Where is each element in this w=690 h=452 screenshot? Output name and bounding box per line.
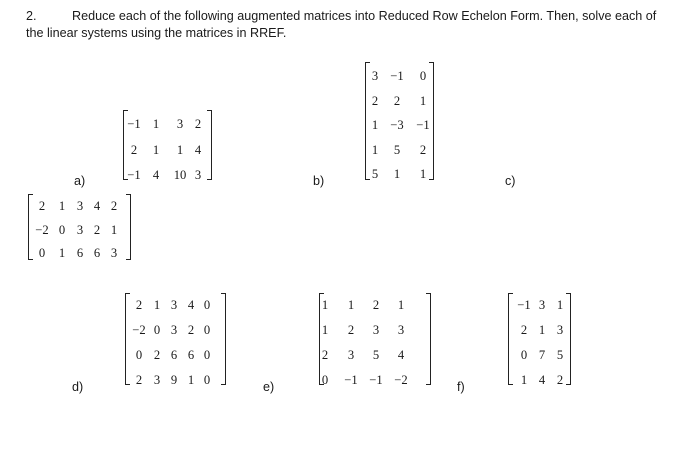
matrix-cell: 2 bbox=[372, 298, 380, 312]
matrix-c-row bbox=[28, 222, 131, 238]
matrix-c-row bbox=[28, 245, 131, 261]
matrix-cell: 2 bbox=[393, 93, 401, 108]
matrix-cell: 3 bbox=[176, 117, 184, 131]
matrix-cell: 6 bbox=[170, 348, 178, 362]
matrix-e-row bbox=[319, 322, 431, 338]
matrix-cell: 2 bbox=[347, 323, 355, 337]
matrix-cell: 0 bbox=[203, 373, 211, 387]
matrix-cell: 1 bbox=[393, 167, 401, 181]
matrix-a-row bbox=[123, 167, 212, 183]
matrix-cell: 2 bbox=[419, 142, 427, 157]
matrix-cell: −2 bbox=[132, 323, 146, 337]
matrix-cell: 0 bbox=[135, 348, 143, 362]
matrix-e-row bbox=[319, 297, 431, 313]
matrix-e bbox=[319, 293, 431, 385]
matrix-cell: 7 bbox=[538, 348, 546, 362]
matrix-cell: 0 bbox=[321, 373, 329, 387]
matrix-cell: 0 bbox=[419, 69, 427, 83]
matrix-b bbox=[365, 62, 434, 180]
matrix-cell: 1 bbox=[110, 222, 118, 237]
label-d: d) bbox=[72, 380, 84, 394]
matrix-cell: −1 bbox=[416, 118, 430, 132]
matrix-cell: 3 bbox=[170, 323, 178, 337]
matrix-cell: 1 bbox=[371, 118, 379, 132]
matrix-cell: 2 bbox=[187, 323, 195, 337]
matrix-cell: 0 bbox=[58, 222, 66, 237]
matrix-cell: 5 bbox=[556, 348, 564, 362]
matrix-cell: 0 bbox=[203, 298, 211, 312]
matrix-cell: 6 bbox=[76, 246, 84, 260]
matrix-cell: 0 bbox=[203, 348, 211, 362]
matrix-cell: 3 bbox=[372, 323, 380, 337]
matrix-cell: −1 bbox=[517, 298, 531, 312]
matrix-c bbox=[28, 194, 131, 260]
matrix-cell: 0 bbox=[520, 348, 528, 362]
matrix-b-row bbox=[365, 166, 434, 182]
matrix-d-row bbox=[125, 372, 226, 388]
matrix-cell: 3 bbox=[347, 348, 355, 362]
label-f: f) bbox=[457, 380, 465, 394]
matrix-cell: 1 bbox=[538, 323, 546, 337]
matrix-cell: 1 bbox=[371, 142, 379, 157]
matrix-cell: 5 bbox=[372, 348, 380, 362]
matrix-f-row bbox=[508, 347, 571, 363]
matrix-d bbox=[125, 293, 226, 385]
matrix-cell: 3 bbox=[538, 298, 546, 312]
matrix-cell: 4 bbox=[397, 348, 405, 362]
matrix-cell: 9 bbox=[170, 373, 178, 387]
matrix-cell: 4 bbox=[93, 199, 101, 213]
matrix-cell: 4 bbox=[187, 298, 195, 312]
matrix-cell: 2 bbox=[93, 222, 101, 237]
matrix-d-row bbox=[125, 322, 226, 338]
problem-statement bbox=[26, 8, 666, 42]
matrix-cell: 2 bbox=[194, 117, 202, 131]
matrix-cell: 2 bbox=[556, 373, 564, 387]
matrix-cell: 5 bbox=[371, 167, 379, 181]
matrix-cell: 1 bbox=[556, 298, 564, 312]
matrix-cell: 2 bbox=[110, 199, 118, 213]
matrix-f bbox=[508, 293, 571, 385]
matrix-a-row bbox=[123, 116, 212, 132]
matrix-cell: 1 bbox=[419, 93, 427, 108]
matrix-cell: −1 bbox=[127, 168, 141, 182]
label-e: e) bbox=[263, 380, 275, 394]
matrix-cell: 0 bbox=[153, 323, 161, 337]
matrix-cell: 6 bbox=[93, 246, 101, 260]
matrix-c-row bbox=[28, 198, 131, 214]
matrix-cell: −3 bbox=[390, 118, 404, 132]
matrix-cell: 2 bbox=[153, 348, 161, 362]
matrix-cell: 1 bbox=[419, 167, 427, 181]
matrix-cell: 1 bbox=[187, 373, 195, 387]
matrix-cell: 2 bbox=[38, 199, 46, 213]
matrix-cell: 1 bbox=[152, 117, 160, 131]
problem-text: Reduce each of the following augmented matrices into Reduced Row Echelon Form. Then, solve each of the linear systems using the matrices in RREF. bbox=[26, 9, 657, 40]
matrix-a-row bbox=[123, 142, 212, 158]
matrix-cell: 2 bbox=[520, 323, 528, 337]
matrix-cell: −1 bbox=[127, 117, 141, 131]
matrix-cell: 6 bbox=[187, 348, 195, 362]
matrix-cell: −2 bbox=[394, 373, 408, 387]
matrix-cell: 4 bbox=[538, 373, 546, 387]
matrix-cell: 1 bbox=[58, 246, 66, 260]
matrix-cell: 3 bbox=[76, 222, 84, 237]
problem-number: 2. bbox=[26, 9, 37, 23]
matrix-cell: 3 bbox=[76, 199, 84, 213]
label-c: c) bbox=[505, 174, 516, 188]
matrix-e-row bbox=[319, 347, 431, 363]
matrix-cell: 2 bbox=[130, 142, 138, 157]
matrix-cell: 3 bbox=[556, 323, 564, 337]
matrix-b-row bbox=[365, 142, 434, 158]
matrix-cell: 1 bbox=[176, 142, 184, 157]
matrix-d-row bbox=[125, 347, 226, 363]
matrix-cell: 1 bbox=[347, 298, 355, 312]
matrix-cell: 1 bbox=[321, 298, 329, 312]
matrix-cell: 1 bbox=[321, 323, 329, 337]
matrix-cell: 3 bbox=[153, 373, 161, 387]
matrix-b-row bbox=[365, 93, 434, 109]
matrix-d-row bbox=[125, 297, 226, 313]
matrix-cell: −2 bbox=[35, 222, 49, 237]
matrix-cell: 0 bbox=[38, 246, 46, 260]
matrix-cell: −1 bbox=[369, 373, 383, 387]
matrix-cell: 10 bbox=[173, 168, 187, 182]
matrix-cell: 3 bbox=[110, 246, 118, 260]
matrix-cell: 1 bbox=[520, 373, 528, 387]
matrix-cell: 1 bbox=[58, 199, 66, 213]
matrix-b-row bbox=[365, 68, 434, 84]
matrix-cell: 2 bbox=[371, 93, 379, 108]
matrix-f-row bbox=[508, 322, 571, 338]
matrix-cell: 2 bbox=[135, 373, 143, 387]
matrix-cell: −1 bbox=[390, 69, 404, 83]
matrix-f-row bbox=[508, 297, 571, 313]
matrix-cell: 3 bbox=[397, 323, 405, 337]
matrix-cell: 3 bbox=[371, 69, 379, 83]
label-b: b) bbox=[313, 174, 325, 188]
matrix-cell: 1 bbox=[152, 142, 160, 157]
matrix-cell: −1 bbox=[344, 373, 358, 387]
matrix-cell: 0 bbox=[203, 323, 211, 337]
matrix-a bbox=[123, 110, 212, 180]
matrix-cell: 5 bbox=[393, 142, 401, 157]
matrix-cell: 1 bbox=[153, 298, 161, 312]
matrix-cell: 1 bbox=[397, 298, 405, 312]
matrix-cell: 3 bbox=[194, 168, 202, 182]
matrix-e-row bbox=[319, 372, 431, 388]
matrix-cell: 4 bbox=[152, 168, 160, 182]
label-a: a) bbox=[74, 174, 86, 188]
matrix-cell: 4 bbox=[194, 142, 202, 157]
matrix-cell: 2 bbox=[321, 348, 329, 362]
matrix-f-row bbox=[508, 372, 571, 388]
matrix-cell: 2 bbox=[135, 298, 143, 312]
matrix-cell: 3 bbox=[170, 298, 178, 312]
matrix-b-row bbox=[365, 117, 434, 133]
